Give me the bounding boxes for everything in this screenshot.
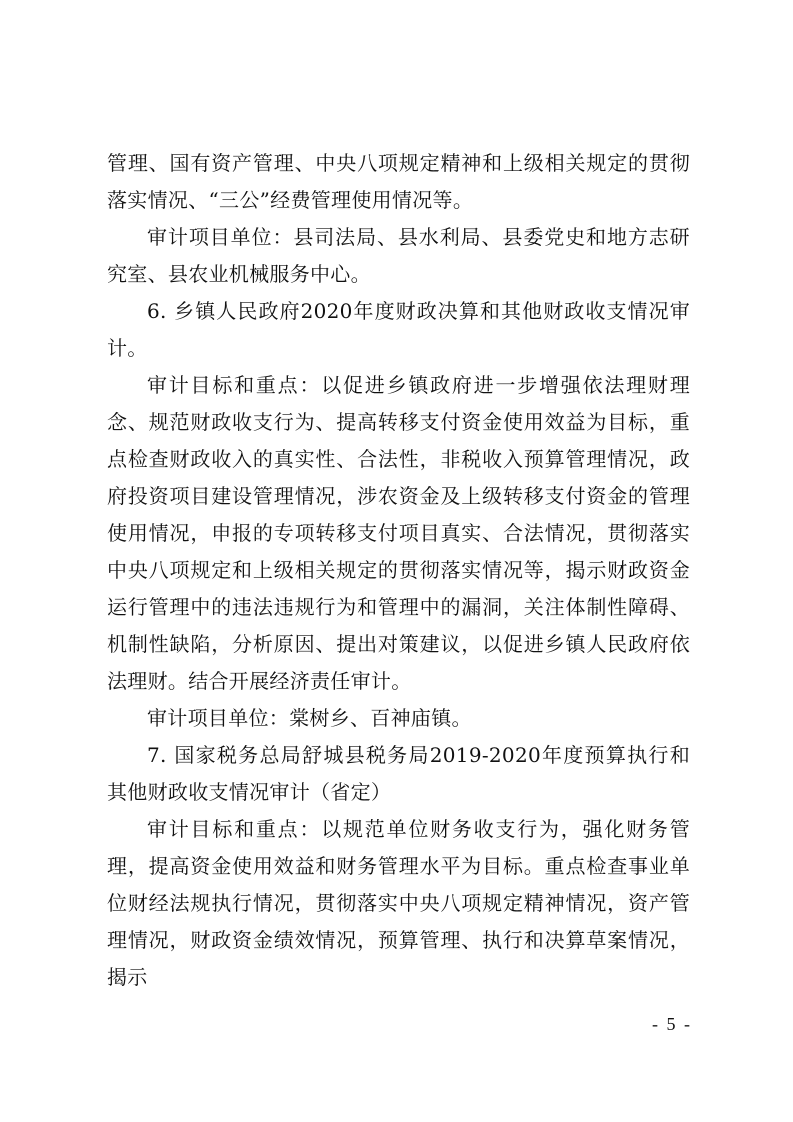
paragraph-continuation: 管理、国有资产管理、中央八项规定精神和上级相关规定的贯彻落实情况、“三公”经费管理使用情况等。 <box>107 151 690 212</box>
paragraph-item-7-heading: 7. 国家税务总局舒城县税务局2019-2020年度预算执行和其他财政收支情况审计（省定） <box>107 743 690 804</box>
paragraph-audit-units-1: 审计项目单位：县司法局、县水利局、县委党史和地方志研究室、县农业机械服务中心。 <box>107 225 690 286</box>
document-body <box>107 145 690 996</box>
paragraph-item-7-objectives: 审计目标和重点：以规范单位财务收支行为，强化财务管理，提高资金使用效益和财务管理水平为目标。重点检查事业单位财经法规执行情况，贯彻落实中央八项规定精神情况，资产管理情况，财政资金绩效情况，预算管理、执行和决算草案情况，揭示 <box>107 817 690 989</box>
page-number: - 5 - <box>652 1014 692 1034</box>
paragraph-item-6-heading: 6. 乡镇人民政府2020年度财政决算和其他财政收支情况审计。 <box>107 299 690 360</box>
paragraph-item-6-objectives: 审计目标和重点：以促进乡镇政府进一步增强依法理财理念、规范财政收支行为、提高转移支付资金使用效益为目标，重点检查财政收入的真实性、合法性，非税收入预算管理情况，政府投资项目建设管理情况，涉农资金及上级转移支付资金的管理使用情况，申报的专项转移支付项目真实、合法情况，贯彻落实中央八项规定和上级相关规定的贯彻落实情况等，揭示财政资金运行管理中的违法违规行为和管理中的漏洞，关注体制性障碍、机制性缺陷，分析原因、提出对策建议，以促进乡镇人民政府依法理财。结合开展经济责任审计。 <box>107 373 690 693</box>
paragraph-audit-units-2: 审计项目单位：棠树乡、百神庙镇。 <box>147 706 472 730</box>
